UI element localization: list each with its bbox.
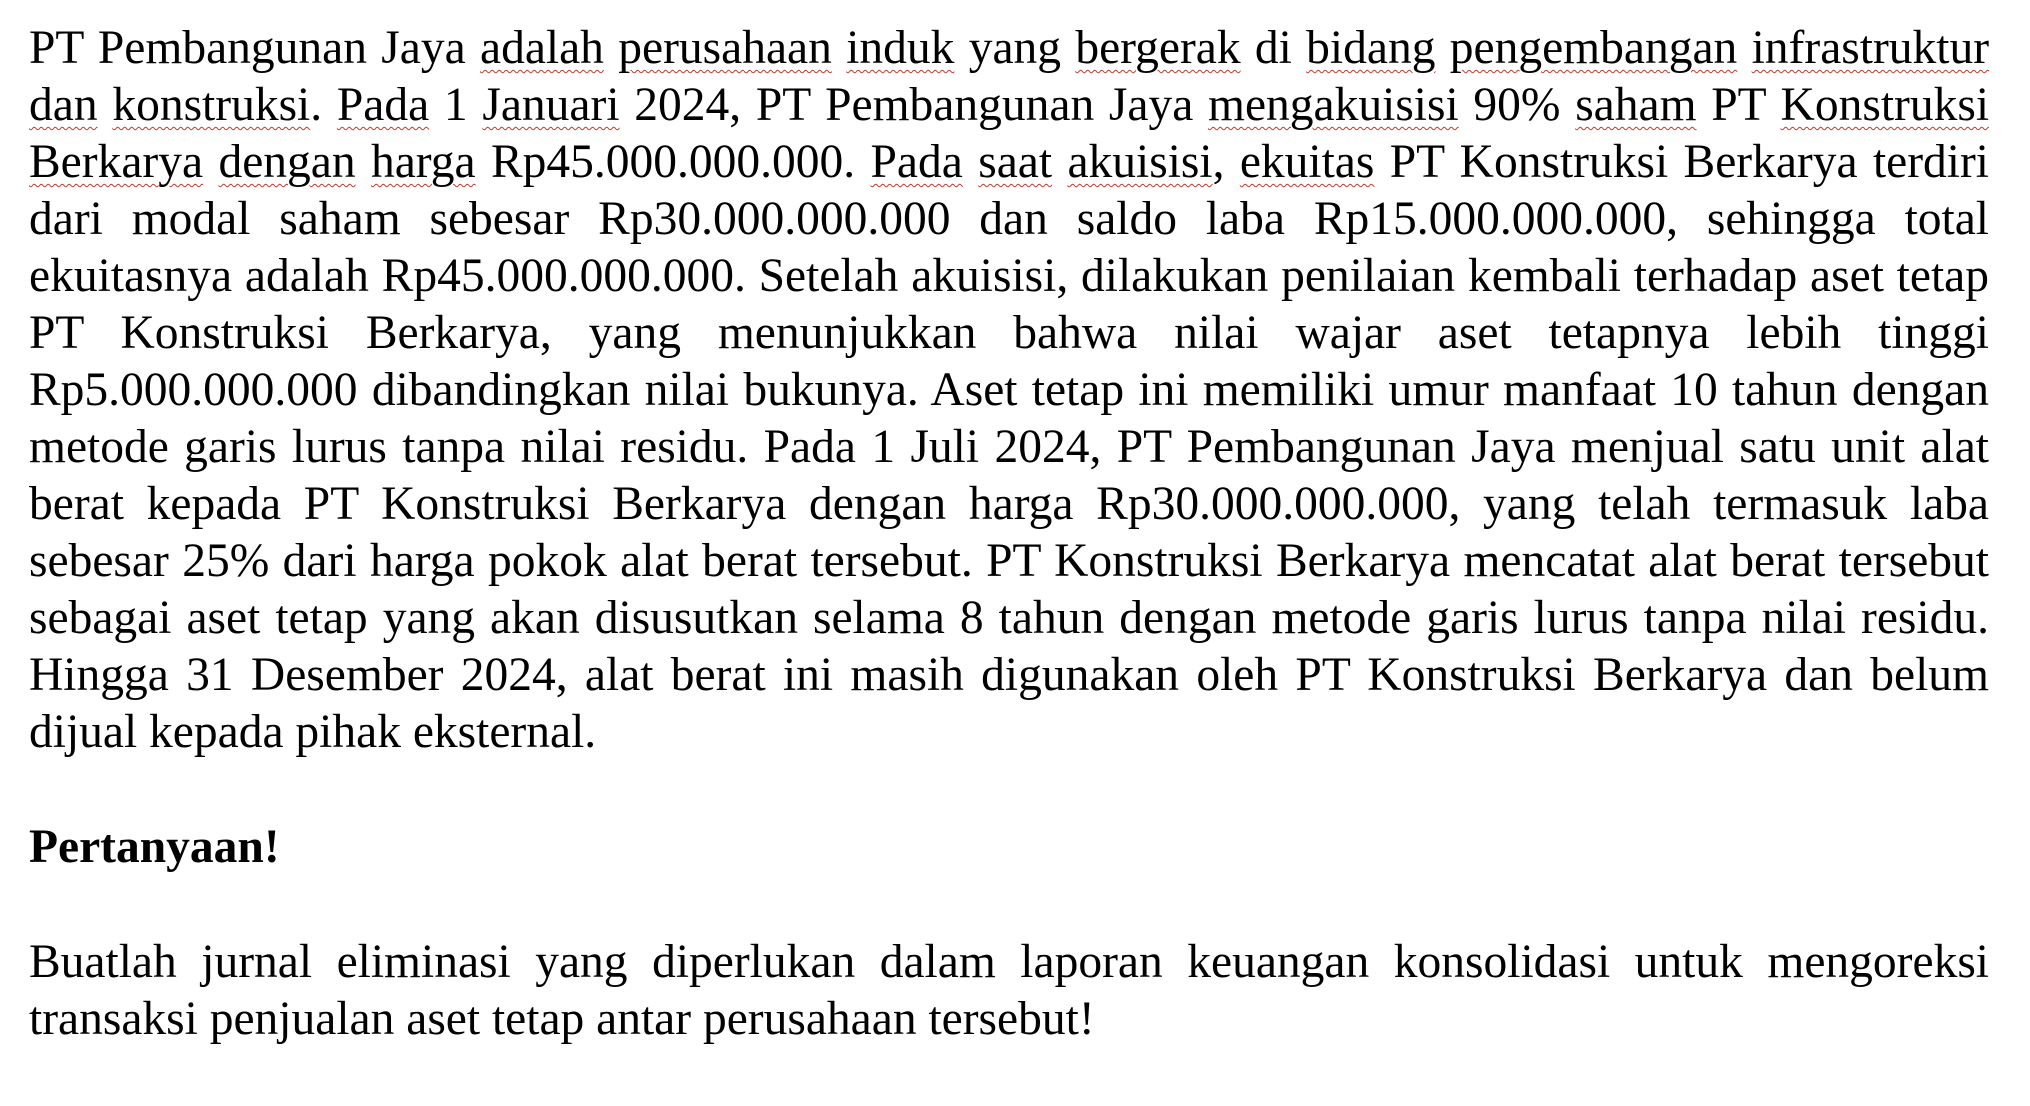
text-run: PT Konstruksi Berkarya terdiri dari modal saham sebesar Rp30.000.000.000 dan saldo laba Rp15.000.000.000, sehingga total ekuitasnya adalah Rp45.000.000.000. Setelah akuisisi, dilakukan penilaian kembali terhadap aset tetap PT Konstruksi Berkarya, yang menunjukkan bahwa nilai wajar aset tetapnya lebih tinggi Rp5.000.000.000 dibandingkan nilai bukunya. Aset tetap ini memiliki umur manfaat 10 tahun dengan metode garis lurus tanpa nilai residu. Pada 1 Juli 2024, PT Pembangunan Jaya menjual satu unit alat berat kepada PT Konstruksi Berkarya dengan harga Rp30.000.000.000, yang telah termasuk laba sebesar 25% dari harga pokok alat berat tersebut. PT Konstruksi Berkarya mencatat alat berat tersebut sebagai aset tetap yang akan disusutkan selama 8 tahun dengan metode garis lurus tanpa nilai residu. Hingga 31 Desember 2024, alat berat ini masih digunakan oleh PT Konstruksi Berkarya dan belum dijual kepada pihak eksternal. [29,136,1989,758]
text-run: PT Pembangunan Jaya [29,22,480,74]
text-run: PT [1696,79,1781,131]
spellcheck-word: infrastruktur [1751,22,1990,74]
document-body [29,0,1989,1048]
spellcheck-word: Konstruksi [1780,79,1990,131]
question-heading: Pertanyaan! [29,821,280,873]
text-run [832,22,846,74]
spellcheck-word: Pada [870,136,963,188]
text-run [98,79,113,131]
spellcheck-word: bidang [1306,22,1436,74]
spellcheck-word: dengan [218,136,356,188]
spellcheck-word: saham [1575,79,1697,131]
text-run: di [1240,22,1307,74]
spellcheck-word: dan [29,79,98,131]
paragraph-question: Buatlah jurnal eliminasi yang diperlukan dalam laporan keuangan konsolidasi untuk mengoreksi transaksi penjualan aset tetap antar perusahaan tersebut! [29,936,1989,1045]
text-run: 90% [1458,79,1576,131]
text-run: , [1212,136,1240,188]
spellcheck-word: bergerak [1075,22,1241,74]
text-run [963,136,978,188]
text-run [203,136,218,188]
text-run: 1 [429,79,483,131]
text-run [1435,22,1449,74]
spellcheck-word: akuisisi [1067,136,1213,188]
text-run: . [310,79,337,131]
text-run: Rp45.000.000.000. [475,136,871,188]
spellcheck-word: perusahaan [618,22,832,74]
spellcheck-word: induk [846,22,955,74]
spellcheck-word: konstruksi [112,79,311,131]
spellcheck-word: adalah [479,22,604,74]
spellcheck-word: Pada [336,79,430,131]
text-run [356,136,371,188]
text-run: yang [954,22,1076,74]
spellcheck-word: pengembangan [1449,22,1738,74]
spellcheck-word: ekuitas [1239,136,1375,188]
spellcheck-word: mengakuisisi [1208,79,1459,131]
text-run [1052,136,1067,188]
spellcheck-word: harga [370,136,476,188]
spellcheck-word: Januari [482,79,620,131]
paragraph-case-description [29,0,1989,761]
text-run: 2024, PT Pembangunan Jaya [619,79,1209,131]
text-run [604,22,618,74]
spellcheck-word: Berkarya [29,136,204,188]
spellcheck-word: saat [978,136,1053,188]
text-run [1737,22,1751,74]
